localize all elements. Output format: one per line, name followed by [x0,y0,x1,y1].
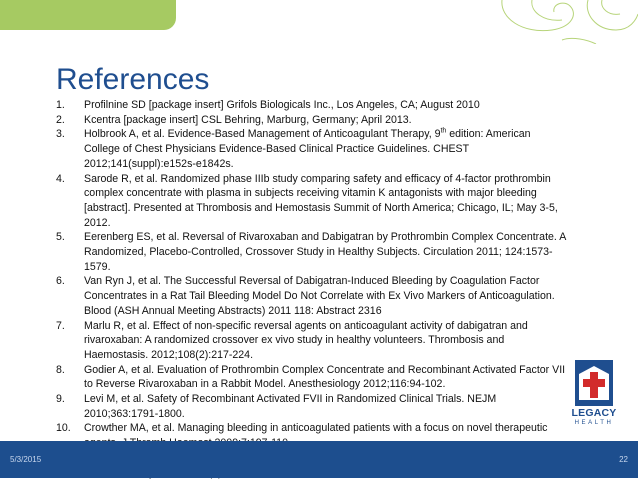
reference-item [56,230,566,274]
reference-item [56,172,566,231]
reference-item [56,363,566,392]
footer-date: 5/3/2015 [10,455,42,464]
reference-number: 3. [56,128,65,141]
slide-title: References [56,63,210,96]
logo-name: LEGACY [571,407,617,419]
reference-text: Profilnine SD [package insert] Grifols Biologicals Inc., Los Angeles, CA; August 2010 [84,99,480,111]
reference-number: 6. [56,275,65,288]
reference-text [84,128,531,169]
reference-item [56,392,566,421]
reference-number: 1. [56,99,65,111]
reference-number: 8. [56,363,65,376]
references-list [56,98,566,480]
reference-text: Kcentra [package insert] CSL Behring, Marburg, Germany; April 2013. [84,113,412,126]
legacy-health-logo [569,360,619,432]
reference-text: Godier A, et al. Evaluation of Prothrombin Complex Concentrate and Recombinant Activated Factor VII to Reverse Rivaroxaban in a Rabbit Model. Anesthesiology 2012;116:94-102. [84,363,566,391]
reference-text: Sarode R, et al. Randomized phase IIIb study comparing safety and efficacy of 4-factor prothrombin complex concentrate with plasma in subjects receiving vitamin K antagonists with major bleeding [abstract]. Presented at Thrombosis and Hemostasis Summit of North America; Chicago, IL; May 3-5, 2012. [84,172,558,229]
page-number: 22 [619,455,628,464]
decorative-swirl-graphic [492,0,638,44]
reference-text: Crowther MA, et al. Managing bleeding in anticoagulated patients with a focus on novel therapeutic [84,422,548,435]
superscript: th [440,127,447,135]
reference-number: 10. [56,422,71,435]
reference-number: 4. [56,172,65,185]
reference-text: Levi M, et al. Safety of Recombinant Activated FVII in Randomized Clinical Trials. NEJM 2010;363:1791-1800. [84,393,497,420]
footer-bar [0,441,638,478]
reference-text: Marlu R, et al. Effect of non-specific reversal agents on anticoagulant activity of dabigatran and rivaroxaban: A randomized crossover ex vivo study in healthy volunteers. Thrombosis and Haemostasis. 2012;108(2):217-224. [84,319,528,361]
logo-subtitle: HEALTH [574,420,614,426]
reference-number: 9. [56,393,65,406]
logo-emblem-icon [575,360,613,406]
reference-text: Van Ryn J, et al. The Successful Reversal of Dabigatran-Induced Bleeding by Coagulation Factor Concentrates in a Rat Tail Bleeding Model Do Not Correlate with Ex Vivo Markers of Anticoagulation. Blood (ASH Annual Meeting Abstracts) 2011 118: Abstract 2316 [84,275,555,317]
reference-number: 2. [56,113,65,126]
header-accent-bar [0,0,176,30]
reference-item [56,98,566,113]
reference-text-part: edition: American College of Chest Physicians Evidence-Based Clinical Practice Guidelines. CHEST 2012;141(suppl):e152s-e1842s. [84,128,531,170]
reference-item [56,319,566,363]
reference-item [56,274,566,318]
reference-number: 5. [56,231,65,244]
reference-item [56,127,566,171]
reference-text: Eerenberg ES, et al. Reversal of Rivaroxaban and Dabigatran by Prothrombin Complex Concentrate. A Randomized, Placebo-Controlled, Crossover Study in Healthy Subjects. Circulation 2011; 124:1573-1579. [84,231,566,273]
reference-text-part: Holbrook A, et al. Evidence-Based Management of Anticoagulant Therapy, 9 [84,128,441,141]
reference-item [56,113,566,128]
reference-number: 7. [56,319,65,332]
